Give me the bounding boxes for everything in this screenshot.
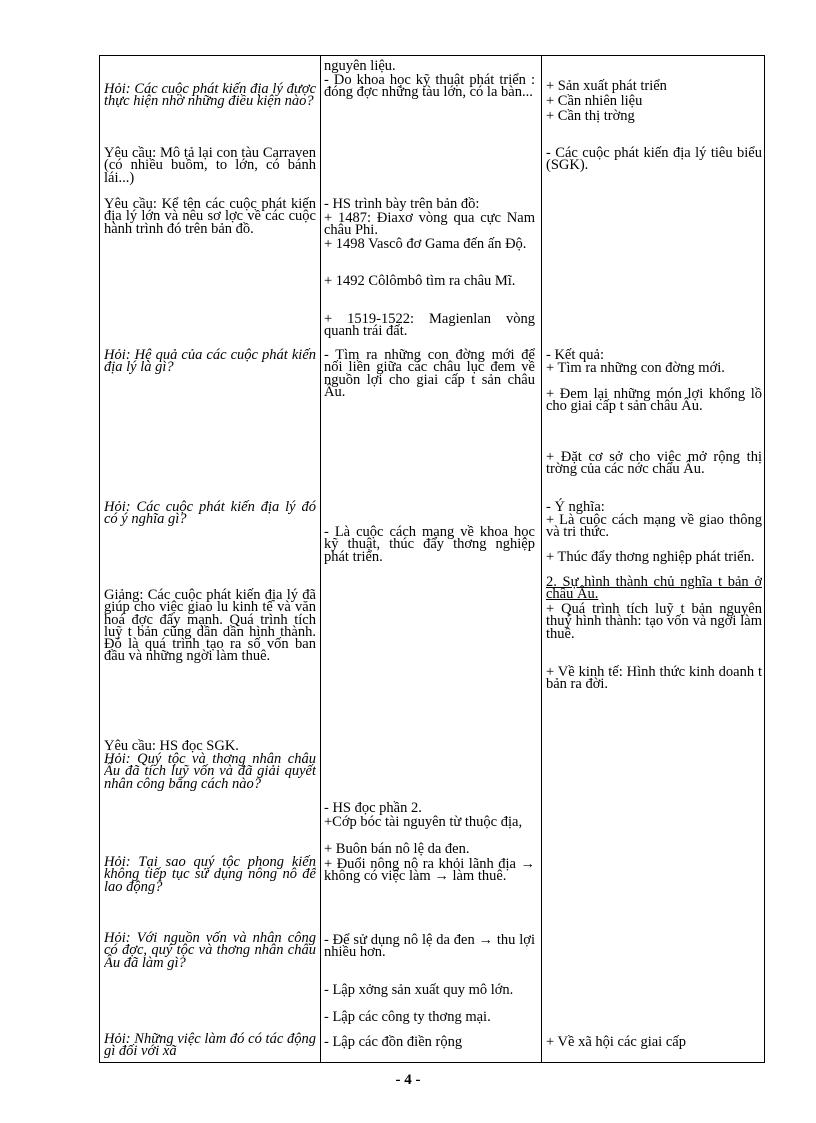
content-fuel: + Cần nhiên liệu [546, 93, 643, 109]
answer-evict-serfs: + Đuổi nông nô ra khỏi lãnh địa → không có việc làm → làm thuê. [324, 856, 535, 885]
answer-vasco: + 1498 Vascô đơ Gama đến ấn Độ. [324, 236, 527, 252]
question-what-did: Hỏi: Với nguồn vốn và nhân công có đợc, quý tộc và thơng nhân châu Âu đã làm gì? [104, 930, 316, 971]
page-number: - 4 - [395, 1072, 421, 1088]
question-capital-labor: Hỏi: Quý tộc và thơng nhân châu Âu đã tích luỹ vốn và đã giải quyết nhân công bằng cách nào? [104, 751, 316, 792]
answer-new-routes: - Tìm ra những con đờng mới để nối liền giữa các châu lục đem về nguồn lợi cho giai cấp t sản châu Âu. [324, 347, 535, 400]
content-new-routes: + Tìm ra những con đờng mới. [546, 360, 725, 376]
answer-map-intro: - HS trình bày trên bản đồ: [324, 196, 480, 212]
answer-workshops: - Lập xởng sản xuất quy mô lớn. [324, 982, 514, 998]
content-promote-trade: + Thúc đẩy thơng nghiệp phát triển. [546, 549, 755, 565]
answer-magellan: + 1519-1522: Magienlan vòng quanh trái đất. [324, 311, 535, 340]
content-significance-heading: - Ý nghĩa: [546, 499, 605, 515]
answer-columbus: + 1492 Côlômbô tìm ra châu Mĩ. [324, 273, 516, 289]
column-divider-1 [320, 56, 321, 1062]
question-significance: Hỏi: Các cuộc phát kiến địa lý đó có ý nghĩa gì? [104, 499, 316, 528]
content-economic: + Về kinh tế: Hình thức kinh doanh t bản ra đời. [546, 664, 762, 693]
answer-plantations: - Lập các đồn điền rộng [324, 1034, 463, 1050]
content-markets: + Cần thị trờng [546, 108, 635, 124]
request-list-expeditions: Yêu cầu: Kể tên các cuộc phát kiến địa lý lớn và nêu sơ lợc về các cuộc hành trình đó trên bản đồ. [104, 196, 316, 237]
content-transport-revolution: + Là cuộc cách mạng về giao thông và tri thức. [546, 512, 762, 541]
student-activity-column [324, 56, 535, 1062]
content-production: + Sản xuất phát triển [546, 78, 667, 94]
request-read-textbook: Yêu cầu: HS đọc SGK. [104, 738, 239, 754]
answer-plunder: +Cớp bóc tài nguyên từ thuộc địa, [324, 814, 523, 830]
question-impact: Hỏi: Những việc làm đó có tác động gì đối với xã [104, 1031, 316, 1060]
main-content-column [546, 56, 762, 1062]
answer-slave-trade: + Buôn bán nô lệ da đen. [324, 841, 470, 857]
content-results-heading: - Kết quả: [546, 347, 604, 363]
content-typical-expeditions: - Các cuộc phát kiến địa lý tiêu biểu (SGK). [546, 145, 762, 174]
answer-use-slaves: - Để sử dụng nô lệ da đen → thu lợi nhiều hơn. [324, 932, 535, 961]
section-heading-capitalism: 2. Sự hình thành chủ nghĩa t bản ở châu Âu. [546, 574, 762, 603]
answer-companies: - Lập các công ty thơng mại. [324, 1009, 491, 1025]
question-consequences: Hỏi: Hệ quả của các cuộc phát kiến địa lý là gì? [104, 347, 316, 376]
lesson-table [99, 55, 765, 1063]
content-capital-accumulation: + Quá trình tích luỹ t bản nguyên thuỷ hình thành: tạo vốn và ngời làm thuê. [546, 601, 762, 642]
request-describe-ship: Yêu cầu: Mô tả lại con tàu Carraven (có nhiều buồm, to lớn, có bánh lái...) [104, 145, 316, 186]
column-divider-2 [541, 56, 542, 1062]
answer-dias: + 1487: Điaxơ vòng qua cực Nam châu Phi. [324, 210, 535, 239]
content-expand-markets: + Đặt cơ sở cho việc mở rộng thị trờng của các nớc châu Âu. [546, 449, 762, 478]
question-serfs: Hỏi: Tại sao quý tộc phong kiến không tiếp tục sử dụng nông nô để lao động? [104, 854, 316, 895]
question-conditions: Hỏi: Các cuộc phát kiến địa lý được thực hiện nhờ những điều kiện nào? [104, 81, 316, 110]
answer-read-part2: - HS đọc phần 2. [324, 800, 422, 816]
lecture-text: Giảng: Các cuộc phát kiến địa lý đã giúp cho việc giao lu kinh tế và văn hoá đợc đẩy mạnh. Quá trình tích luỹ t bản cũng dần dần hình thành. Đó là quá trình tạo ra số vốn ban đầu và những ngời làm thuê. [104, 587, 316, 665]
answer-technology: - Do khoa học kỹ thuật phát triển : đóng đợc những tàu lớn, có la bàn... [324, 72, 535, 101]
answer-raw-materials: nguyên liệu. [324, 58, 396, 74]
content-huge-profits: + Đem lại những món lợi khổng lồ cho giai cấp t sản châu Âu. [546, 386, 762, 415]
answer-revolution: - Là cuộc cách mạng về khoa học kỹ thuật, thúc đẩy thơng nghiệp phát triển. [324, 524, 535, 565]
teacher-activity-column [104, 56, 316, 1062]
content-social: + Về xã hội các giai cấp [546, 1034, 686, 1050]
